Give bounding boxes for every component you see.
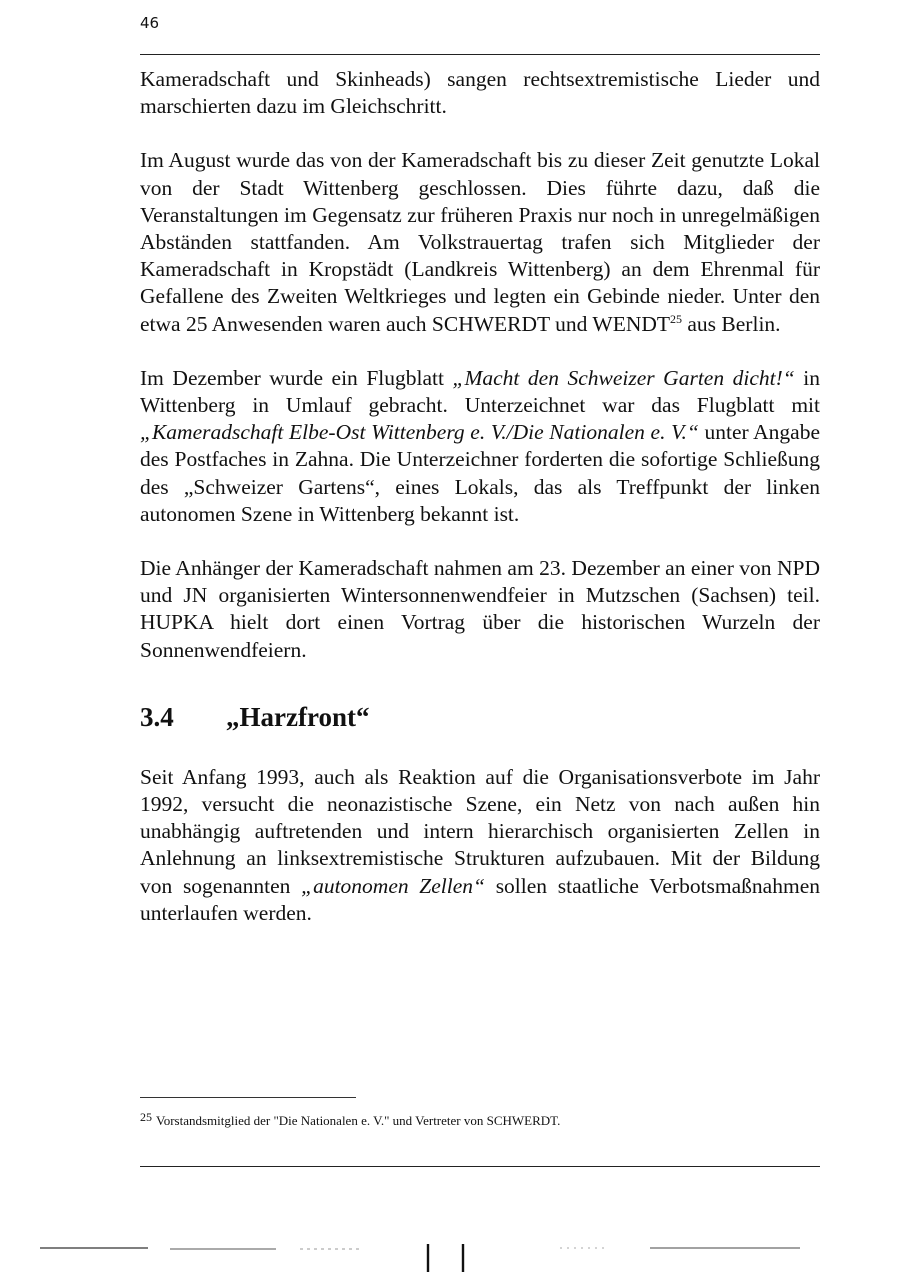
body-text [140, 66, 820, 927]
footnote-reference[interactable]: 25 [670, 311, 683, 326]
section-title: „Harzfront“ [226, 701, 370, 732]
footer-rule [140, 1166, 820, 1167]
footnote-marker: 25 [140, 1110, 152, 1124]
text-run: Im Dezember wurde ein Flugblatt [140, 365, 453, 390]
italic-quote: „Macht den Schweizer Garten dicht!“ [452, 365, 795, 390]
footnote-rule [140, 1097, 356, 1098]
paragraph [140, 764, 820, 927]
section-number: 3.4 [140, 701, 174, 732]
footnote [140, 1108, 820, 1130]
paragraph [140, 66, 820, 120]
italic-quote: „autonomen Zellen“ [301, 873, 485, 898]
paragraph [140, 555, 820, 664]
text-run: in Wittenberg in Umlauf gebracht. Unterzeichnet war das Flugblatt mit [140, 365, 820, 418]
text-run: unter Angabe des Postfaches in Zahna. Die Unterzeichner forderten die sofortige Schließung des „Schweizer Gartens“, eines Lokals, das als Treffpunkt der linken autonomen Szene in Wittenberg bekannt ist. [140, 420, 820, 526]
italic-quote: „Kameradschaft Elbe-Ost Wittenberg e. V./Die Nationalen e. V.“ [140, 420, 699, 445]
text-run: Im August wurde das von der Kameradschaft bis zu dieser Zeit genutzte Lokal von der Stadt Wittenberg geschlossen. Dies führte dazu, daß die Veranstaltungen im Gegensatz zur früheren Praxis nur noch in unregelmäßigen Abständen stattfanden. Am Volkstrauertag trafen sich Mitglieder der Kameradschaft in Kropstädt (Landkreis Wittenberg) an dem Ehrenmal für Gefallene des Zweiten Weltkrieges und legten ein Gebinde nieder. Unter den etwa 25 Anwesenden waren auch SCHWERDT und WENDT [140, 148, 820, 336]
text-run: Seit Anfang 1993, auch als Reaktion auf die Organisationsverbote im Jahr 1992, versucht die neonazistische Szene, ein Netz von nach außen hin unabhängig auftretenden und intern hierarchisch organisierten Zellen in Anlehnung an linksextremistische Strukturen aufzubauen. Mit der Bildung von sogenannten [140, 764, 820, 898]
text-run: sollen staatliche Verbotsmaßnahmen unterlaufen werden. [140, 873, 820, 925]
scan-artifacts [0, 1236, 900, 1274]
header-rule [140, 54, 820, 55]
footnote-text: Vorstandsmitglied der "Die Nationalen e. V." und Vertreter von SCHWERDT. [156, 1113, 561, 1128]
text-run: aus Berlin. [682, 311, 781, 336]
section-heading [140, 691, 820, 737]
text-run: Kameradschaft und Skinheads) sangen rechtsextremistische Lieder und marschierten dazu im Gleichschritt. [140, 67, 820, 119]
paragraph [140, 365, 820, 528]
text-run: Die Anhänger der Kameradschaft nahmen am 23. Dezember an einer von NPD und JN organisierten Wintersonnenwendfeier in Mutzschen (Sachsen) teil. HUPKA hielt dort einen Vortrag über die historischen Wurzeln der Sonnenwendfeiern. [140, 556, 820, 662]
paragraph [140, 147, 820, 337]
page-number: 46 [140, 14, 160, 32]
